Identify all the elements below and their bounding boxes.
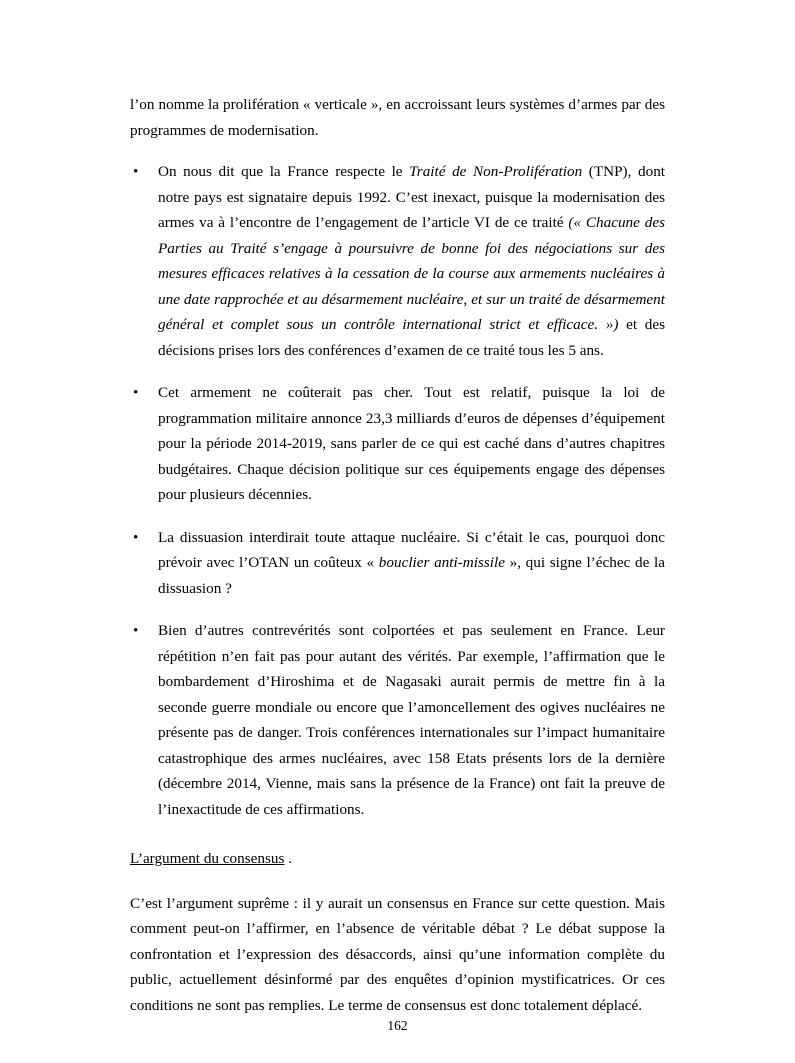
work-title-tnp: Traité de Non-Prolifération [409, 163, 583, 180]
page-number: 162 [387, 1018, 408, 1033]
closing-block [130, 891, 665, 1019]
phrase-bouclier-anti-missile: bouclier anti-missile [378, 554, 505, 571]
page-body [130, 92, 665, 1018]
list-item [130, 525, 665, 602]
lead-paragraph: l’on nomme la prolifération « verticale », en accroissant leurs systèmes d’armes par des programmes de modernisation. [130, 96, 665, 139]
section-heading-label: L’argument du consensus [130, 850, 285, 867]
bullet-text: Bien d’autres contrevérités sont colportées et pas seulement en France. Leur répétition n’en fait pas pour autant des vérités. Par exemple, l’affirmation que le bombardement d’Hiroshima et de Nagasaki aurait permis de mettre fin à la seconde guerre mondiale ou encore que l’amoncellement des ogives nucléaires ne présente pas de danger. Trois conférences internationales sur l’impact humanitaire catastrophique des armes nucléaires, avec 158 Etats présents lors de la dernière (décembre 2014, Vienne, mais sans la présence de la France) ont fait la preuve de l’inexactitude de ces affirmations. [158, 622, 665, 818]
list-item [130, 618, 665, 822]
bullet-text: La dissuasion interdirait toute attaque nucléaire. Si c’était le cas, pourquoi donc prévoir avec l’OTAN un coûteux « bouclier anti-missile », qui signe l’échec de la dissuasion ? [158, 528, 665, 597]
list-item [130, 159, 665, 363]
treaty-quote: (« Chacune des Parties au Traité s’engage à poursuivre de bonne foi des négociations sur des mesures efficaces relatives à la cessation de la course aux armements nucléaires à une date rapprochée et au désarmement nucléaire, et sur un traité de désarmement général et complet sous un contrôle international strict et efficace. ») [158, 214, 665, 333]
bullet-marker: • [133, 528, 139, 546]
bullet-marker: • [133, 622, 139, 639]
list-item [130, 380, 665, 508]
bullet-marker: • [133, 384, 139, 401]
section-heading-trailing: . [284, 850, 292, 867]
bullet-text: Cet armement ne coûterait pas cher. Tout est relatif, puisque la loi de programmation militaire annonce 23,3 milliards d’euros de dépenses d’équipement pour la période 2014-2019, sans parler de ce qui est caché dans d’autres chapitres budgétaires. Chaque décision politique sur ces équipements engage des dépenses pour plusieurs décennies. [158, 384, 665, 503]
bullet-text: On nous dit que la France respecte le Traité de Non-Prolifération (TNP), dont notre pays est signataire depuis 1992. C’est inexact, puisque la modernisation des armes va à l’encontre de l’engagement de l’article VI de ce traité (« Chacune des Parties au Traité s’engage à poursuivre de bonne foi des négociations sur des mesures efficaces relatives à la cessation de la course aux armements nucléaires à une date rapprochée et au désarmement nucléaire, et sur un traité de désarmement général et complet sous un contrôle international strict et efficace. ») et des décisions prises lors des conférences d’examen de ce traité tous les 5 ans. [158, 163, 666, 359]
closing-paragraph: C’est l’argument suprême : il y aurait un consensus en France sur cette question. Mais comment peut-on l’affirmer, en l’absence de véritable débat ? Le débat suppose la confrontation et l’expression des désaccords, ainsi qu’une information complète du public, actuellement désinformé par des enquêtes d’opinion mystificatrices. Or ces conditions ne sont pas remplies. Le terme de consensus est donc totalement déplacé. [130, 894, 665, 1014]
section-heading [130, 846, 665, 872]
bullet-marker: • [133, 163, 139, 180]
bullet-list [130, 159, 665, 822]
